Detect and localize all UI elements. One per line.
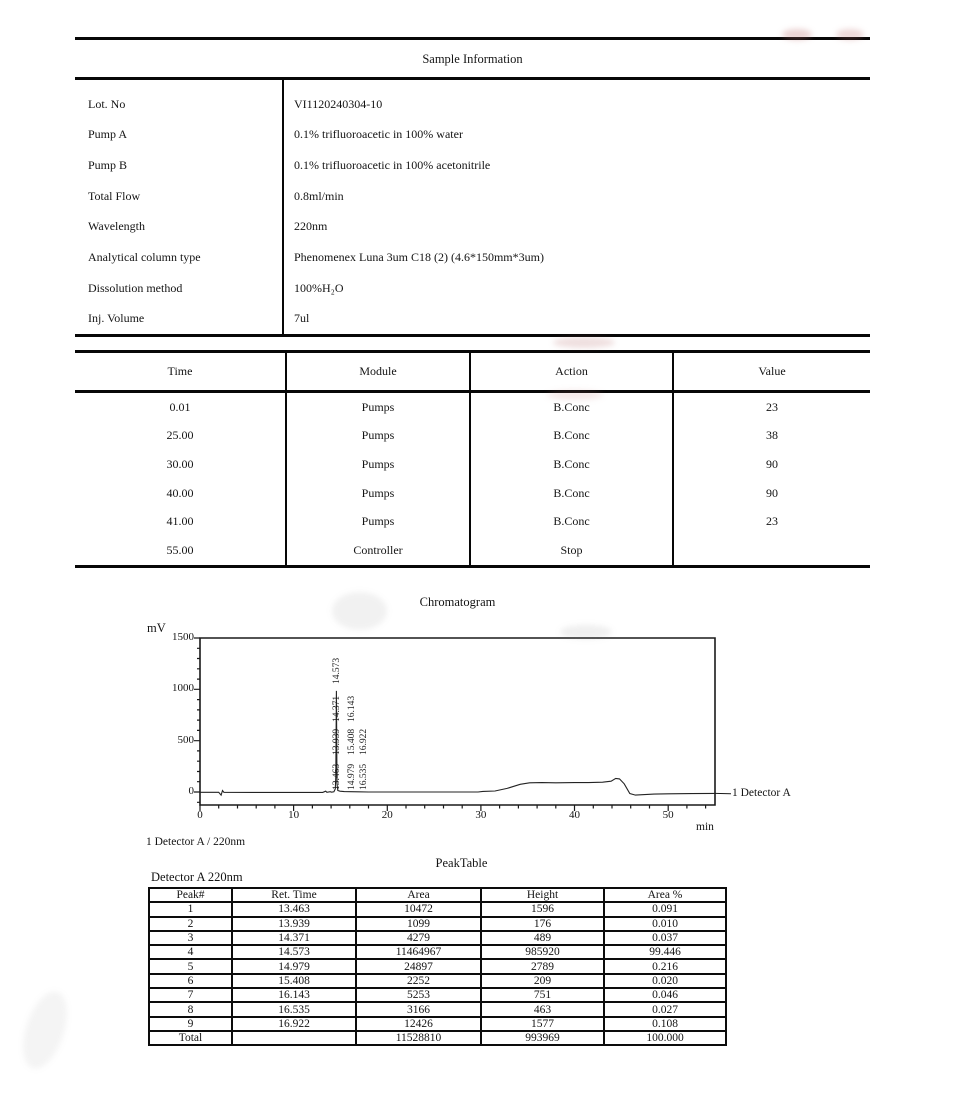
peak-table-cell: 1099 <box>356 917 481 931</box>
peak-table-cell: 3 <box>149 931 232 945</box>
peak-retention-label: 14.979 <box>347 763 357 790</box>
scan-artifact <box>15 986 76 1074</box>
program-cell: B.Conc <box>469 422 672 451</box>
peak-table-row <box>149 1017 726 1031</box>
peak-table-cell: 0.037 <box>604 931 726 945</box>
peak-table-cell: 10472 <box>356 902 481 916</box>
program-header-cell: Time <box>167 364 193 378</box>
peak-table-cell: 11464967 <box>356 945 481 959</box>
program-row <box>75 507 870 536</box>
peak-table-row <box>149 1031 726 1045</box>
program-cell: B.Conc <box>469 450 672 479</box>
peak-table-cell: 14.371 <box>232 931 356 945</box>
program-cell: 41.00 <box>166 514 194 529</box>
peak-table-header-cell: Height <box>481 888 604 902</box>
program-row <box>75 422 870 451</box>
y-axis-label: mV <box>147 621 166 635</box>
sample-info-label: Dissolution method <box>88 280 183 295</box>
peak-table-cell: 0.108 <box>604 1017 726 1031</box>
sample-info-row <box>75 150 870 181</box>
peak-table-cell: 2 <box>149 917 232 931</box>
program-cell: 38 <box>672 422 870 451</box>
peak-table <box>148 887 727 1046</box>
peak-table-header-cell: Ret. Time <box>232 888 356 902</box>
peak-table-header-cell: Area % <box>604 888 726 902</box>
peak-table-cell: 16.535 <box>232 1002 356 1016</box>
program-cell <box>672 536 870 565</box>
program-header-cell: Value <box>672 353 870 390</box>
sample-info-row <box>75 242 870 273</box>
program-row <box>75 536 870 565</box>
peak-table-cell: 0.027 <box>604 1002 726 1016</box>
peak-table-cell: 1596 <box>481 902 604 916</box>
peak-retention-label: 14.371 <box>332 695 342 722</box>
gradient-program-table <box>75 350 870 568</box>
peak-table-title: PeakTable <box>435 856 488 870</box>
sample-info-row <box>75 120 870 151</box>
series-label: 1 Detector A <box>732 787 791 799</box>
peak-table-cell: 11528810 <box>356 1031 481 1045</box>
peak-table-cell: 2252 <box>356 974 481 988</box>
program-cell: 90 <box>672 479 870 508</box>
program-cell: Pumps <box>285 422 469 451</box>
program-cell: B.Conc <box>469 507 672 536</box>
program-cell: 23 <box>672 393 870 422</box>
peak-table-cell: 9 <box>149 1017 232 1031</box>
program-cell: B.Conc <box>469 479 672 508</box>
peak-table-header-cell: Area <box>356 888 481 902</box>
peak-table-cell: 4279 <box>356 931 481 945</box>
column-divider <box>282 80 284 334</box>
sample-info-label: Analytical column type <box>88 249 201 264</box>
peak-table-row <box>149 959 726 973</box>
peak-table-cell: 1577 <box>481 1017 604 1031</box>
peak-table-cell: 99.446 <box>604 945 726 959</box>
peak-table-cell: Total <box>149 1031 232 1045</box>
sample-info-value: 100%H₂O <box>294 280 344 295</box>
sample-information-title: Sample Information <box>422 52 523 66</box>
peak-table-cell: 14.979 <box>232 959 356 973</box>
peak-retention-label: 13.463 <box>332 763 342 790</box>
detector-caption: 1 Detector A / 220nm <box>146 836 246 848</box>
y-axis-tick-label: 1500 <box>172 631 194 643</box>
peak-table-cell: 751 <box>481 988 604 1002</box>
peak-table-cell: 13.939 <box>232 917 356 931</box>
chromatogram-title: Chromatogram <box>419 595 496 609</box>
peak-table-cell: 8 <box>149 1002 232 1016</box>
program-cell: 25.00 <box>166 428 194 443</box>
peak-table-row <box>149 974 726 988</box>
x-axis-tick-label: 10 <box>288 809 300 821</box>
chromatogram-plot <box>140 620 855 855</box>
x-axis-tick-label: 40 <box>569 809 581 821</box>
program-cell: 40.00 <box>166 485 194 500</box>
peak-table-row <box>149 931 726 945</box>
top-rule <box>75 37 870 40</box>
peak-table-cell: 4 <box>149 945 232 959</box>
peak-table-row <box>149 945 726 959</box>
y-axis-tick-label: 500 <box>177 733 194 746</box>
sample-info-label: Lot. No <box>88 96 126 111</box>
peak-retention-label: 16.535 <box>359 763 369 790</box>
program-row <box>75 393 870 422</box>
x-axis-tick-label: 30 <box>475 809 487 821</box>
sample-info-row <box>75 303 870 334</box>
sample-info-value: Phenomenex Luna 3um C18 (2) (4.6*150mm*3um) <box>294 249 544 264</box>
peak-table-cell: 16.143 <box>232 988 356 1002</box>
sample-info-value: 0.1% trifluoroacetic in 100% water <box>294 127 463 142</box>
peak-table-cell: 14.573 <box>232 945 356 959</box>
peak-table-cell: 24897 <box>356 959 481 973</box>
sample-info-row <box>75 181 870 212</box>
sample-info-label: Pump A <box>88 127 128 142</box>
sample-info-value: 0.1% trifluoroacetic in 100% acetonitrile <box>294 158 491 173</box>
program-row <box>75 479 870 508</box>
peak-table-cell: 15.408 <box>232 974 356 988</box>
sample-info-label: Total Flow <box>88 188 141 203</box>
peak-table-cell: 12426 <box>356 1017 481 1031</box>
peak-table-row <box>149 1002 726 1016</box>
peak-table-cell: 5253 <box>356 988 481 1002</box>
sample-info-label: Pump B <box>88 158 128 173</box>
peak-table-cell: 7 <box>149 988 232 1002</box>
program-cell: 55.00 <box>166 542 194 557</box>
peak-table-cell: 5 <box>149 959 232 973</box>
program-header-cell: Action <box>469 353 672 390</box>
program-cell: Pumps <box>285 393 469 422</box>
sample-info-table <box>75 80 870 334</box>
peak-table-cell: 209 <box>481 974 604 988</box>
program-cell: Pumps <box>285 450 469 479</box>
program-cell: 30.00 <box>166 456 194 471</box>
y-axis-tick-label: 0 <box>188 785 194 797</box>
program-cell: 23 <box>672 507 870 536</box>
sample-info-label: Inj. Volume <box>88 311 145 326</box>
peak-table-cell: 985920 <box>481 945 604 959</box>
peak-table-cell: 3166 <box>356 1002 481 1016</box>
program-cell: 90 <box>672 450 870 479</box>
peak-table-cell: 0.020 <box>604 974 726 988</box>
peak-table-row <box>149 988 726 1002</box>
x-axis-tick-label: 20 <box>381 809 393 821</box>
peak-retention-label: 16.143 <box>347 695 357 722</box>
program-cell: Pumps <box>285 507 469 536</box>
peak-table-cell: 6 <box>149 974 232 988</box>
peak-table-row <box>149 917 726 931</box>
peak-table-cell: 0.091 <box>604 902 726 916</box>
scan-artifact <box>553 337 615 348</box>
program-cell: Controller <box>285 536 469 565</box>
peak-table-cell: 13.463 <box>232 902 356 916</box>
peak-table-row <box>149 902 726 916</box>
sample-info-label: Wavelength <box>88 219 146 234</box>
peak-table-cell: 100.000 <box>604 1031 726 1045</box>
peak-table-cell: 463 <box>481 1002 604 1016</box>
peak-table-header-cell: Peak# <box>149 888 232 902</box>
peak-table-cell: 0.046 <box>604 988 726 1002</box>
peak-table-cell: 0.216 <box>604 959 726 973</box>
peak-table-cell: 16.922 <box>232 1017 356 1031</box>
sample-info-row <box>75 212 870 243</box>
x-axis-tick-label: 50 <box>662 809 674 821</box>
program-header-cell: Module <box>285 353 469 390</box>
program-row <box>75 450 870 479</box>
peak-table-subtitle: Detector A 220nm <box>151 870 243 884</box>
peak-table-cell: 176 <box>481 917 604 931</box>
peak-table-cell: 1 <box>149 902 232 916</box>
y-axis-tick-label: 1000 <box>172 682 194 695</box>
program-cell: Stop <box>469 536 672 565</box>
program-header-row <box>75 353 870 393</box>
peak-table-cell <box>232 1031 356 1045</box>
sample-info-value: VI1120240304-10 <box>294 96 383 111</box>
x-axis-label: min <box>696 821 714 833</box>
peak-table-cell: 489 <box>481 931 604 945</box>
sample-info-value: 7ul <box>294 311 310 326</box>
program-cell: B.Conc <box>469 393 672 422</box>
sample-info-value: 0.8ml/min <box>294 188 344 203</box>
peak-table-cell: 0.010 <box>604 917 726 931</box>
sample-info-row <box>75 89 870 120</box>
sample-info-bottom-rule <box>75 334 870 337</box>
peak-table-cell: 2789 <box>481 959 604 973</box>
peak-retention-label: 16.922 <box>359 728 369 755</box>
peak-table-header-row <box>149 888 726 902</box>
peak-table-cell: 993969 <box>481 1031 604 1045</box>
peak-retention-label: 14.573 <box>332 657 342 684</box>
program-cell: 0.01 <box>169 399 191 414</box>
peak-retention-label: 13.939 <box>332 728 342 755</box>
sample-info-value: 220nm <box>294 219 328 234</box>
x-axis-tick-label: 0 <box>197 809 203 821</box>
peak-retention-label: 15.408 <box>347 728 357 755</box>
program-cell: Pumps <box>285 479 469 508</box>
sample-info-row <box>75 273 870 304</box>
